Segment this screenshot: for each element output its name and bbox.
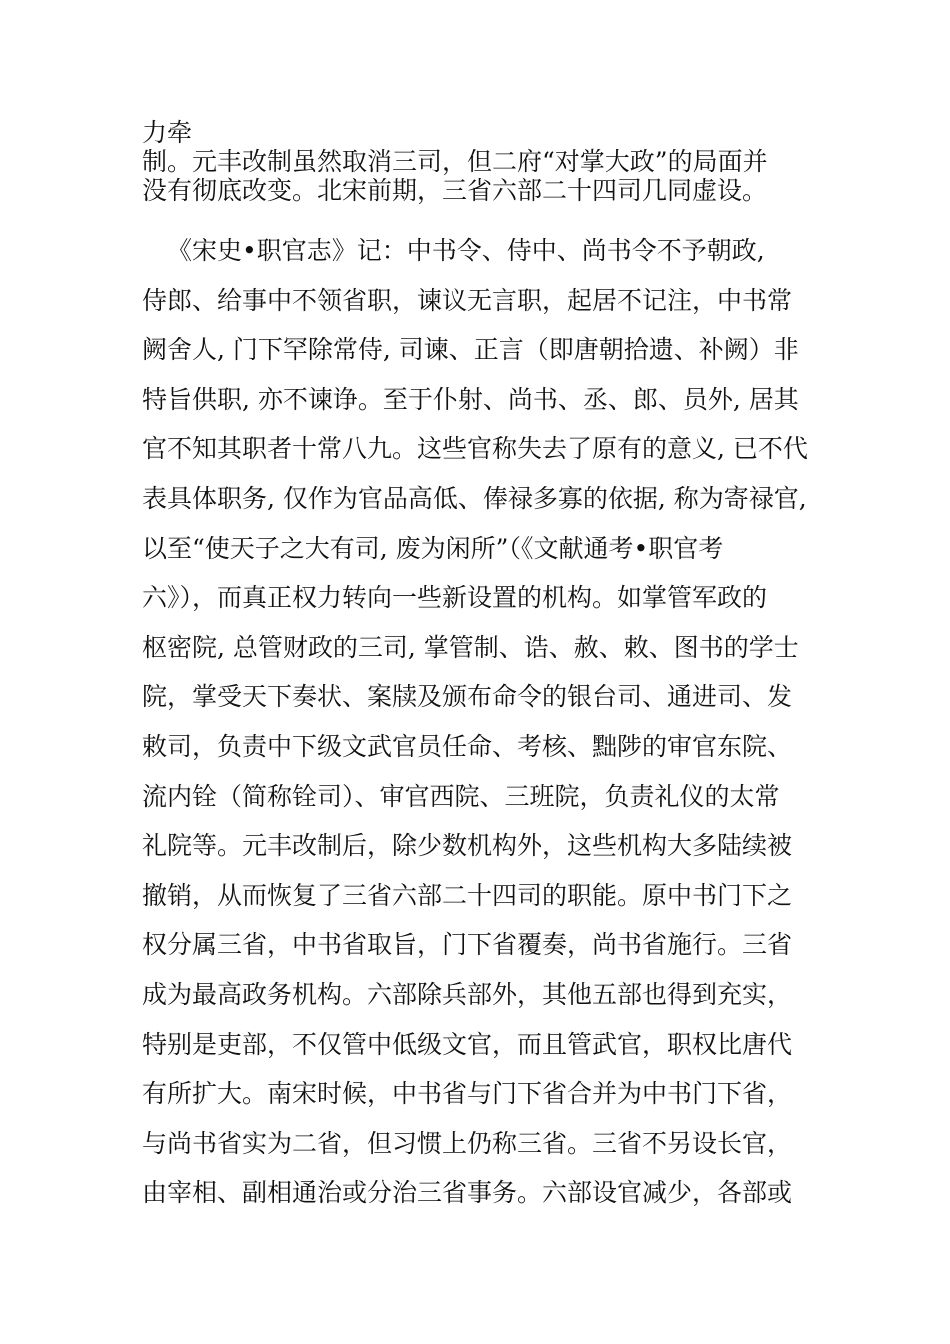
text-line: 六》），而真正权力转向一些新设置的机构。如掌管军政的	[142, 583, 768, 613]
paragraph-continuation	[142, 118, 822, 205]
text-line: 《宋史•职官志》记：中书令、侍中、尚书令不予朝政,	[167, 236, 765, 265]
text-line: 撤销，从而恢复了三省六部二十四司的职能。原中书门下之	[142, 880, 793, 910]
text-line: 与尚书省实为二省，但习惯上仍称三省。三省不另设长官，	[142, 1128, 793, 1158]
text-line: 制。元丰改制虽然取消三司，但二府“对掌大政”的局面并	[142, 147, 768, 176]
text-line: 礼院等。元丰改制后，除少数机构外，这些机构大多陆续被	[142, 831, 793, 861]
text-line: 由宰相、副相通治或分治三省事务。六部设官减少，各部或	[142, 1178, 793, 1208]
paragraph-main	[142, 226, 832, 1218]
text-line: 侍郎、给事中不领省职，谏议无言职，起居不记注，中书常	[142, 285, 793, 315]
text-line: 特旨供职, 亦不谏诤。至于仆射、尚书、丞、郎、员外, 居其	[142, 384, 799, 414]
text-line: 枢密院, 总管财政的三司, 掌管制、诰、赦、敕、图书的学士	[142, 632, 799, 662]
text-line: 院，掌受天下奏状、案牍及颁布命令的银台司、通进司、发	[142, 682, 793, 712]
text-line: 特别是吏部，不仅管中低级文官，而且管武官，职权比唐代	[142, 1029, 793, 1059]
text-line: 阙舍人, 门下罕除常侍, 司谏、正言（即唐朝拾遗、补阙）非	[142, 335, 799, 365]
text-line: 以至“使天子之大有司, 废为闲所”（《文献通考•职官考	[142, 533, 724, 563]
text-line: 力牵	[142, 118, 193, 147]
text-line: 没有彻底改变。北宋前期，三省六部二十四司几同虚设。	[142, 176, 768, 205]
text-line: 成为最高政务机构。六部除兵部外，其他五部也得到充实，	[142, 979, 793, 1009]
text-line: 流内铨（简称铨司）、审官西院、三班院，负责礼仪的太常	[142, 781, 780, 811]
text-line: 官不知其职者十常八九。这些官称失去了原有的意义, 已不代	[142, 434, 808, 464]
text-line: 敕司，负责中下级文武官员任命、考核、黜陟的审官东院、	[142, 731, 793, 761]
text-line: 有所扩大。南宋时候，中书省与门下省合并为中书门下省，	[142, 1079, 793, 1109]
text-line: 权分属三省，中书省取旨，门下省覆奏，尚书省施行。三省	[142, 930, 793, 960]
text-line: 表具体职务, 仅作为官品高低、俸禄多寡的依据, 称为寄禄官,	[142, 483, 807, 513]
